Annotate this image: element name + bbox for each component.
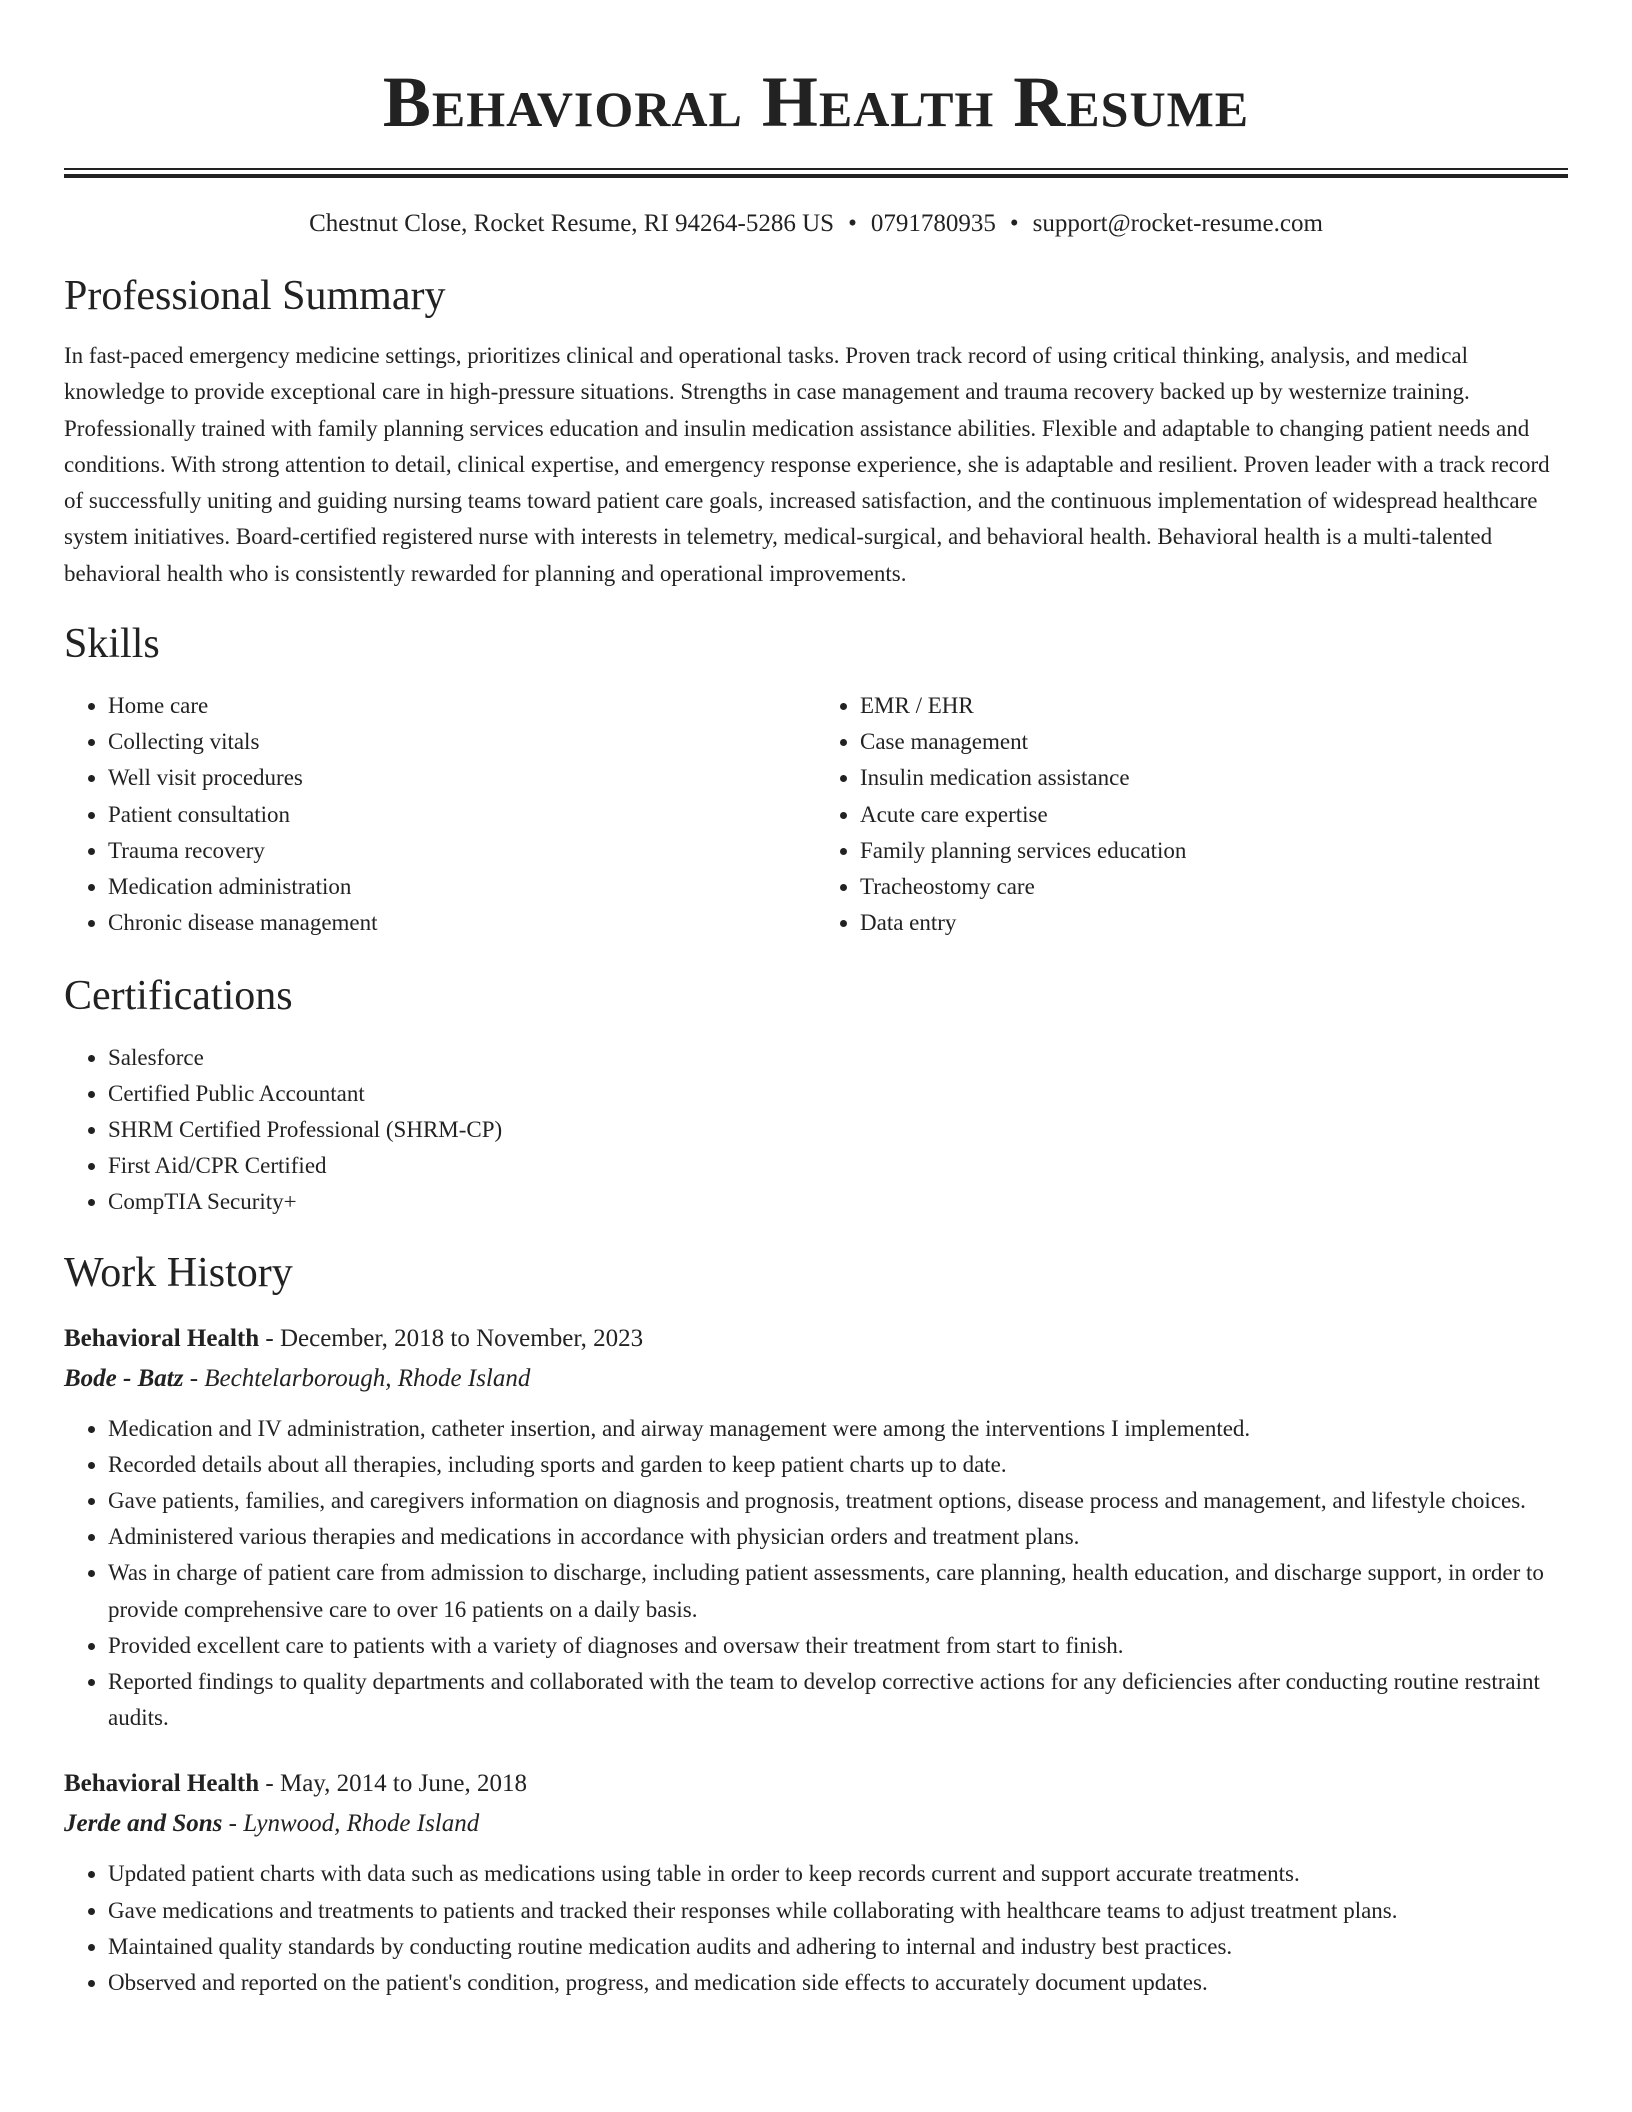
skills-heading: Skills [64,621,160,668]
skill-item: • Medication administration [108,869,816,905]
job-dates: - May, 2014 to June, 2018 [259,1770,527,1798]
skill-item: • Well visit procedures [108,760,816,796]
job-role: Behavioral Health [64,1324,260,1352]
job-duty-item: • Administered various therapies and medications in accordance with physician orders and treatment plans. [108,1519,1568,1555]
skill-item: • Insulin medication assistance [860,760,1568,796]
contact-separator: • [848,210,857,237]
job-duty-item: • Recorded details about all therapies, including sports and garden to keep patient charts up to date. [108,1447,1568,1483]
skills-list-left [64,688,816,941]
job-role: Behavioral Health [64,1770,260,1798]
skill-item: • EMR / EHR [860,688,1568,724]
certifications-list [64,1040,1568,1221]
job-duty-item: • Reported findings to quality departments and collaborated with the team to develop corrective actions for any deficiencies after conducting routine restraint audits. [108,1664,1568,1736]
work-history-heading: Work History [64,1249,293,1296]
contact-address: Chestnut Close, Rocket Resume, RI 94264-5286 US [309,210,835,237]
job-company: Bode - Batz [64,1364,184,1392]
contact-separator: • [1009,210,1019,237]
job-duty-item: • Provided excellent care to patients with a variety of diagnoses and oversaw their treatment from start to finish. [108,1628,1568,1664]
certification-item: • SHRM Certified Professional (SHRM-CP) [108,1112,1568,1148]
job-dates: - December, 2018 to November, 2023 [259,1324,644,1352]
summary-heading: Professional Summary [64,273,446,319]
skills-grid [64,688,1568,941]
job-header [64,1764,1568,1804]
job-duties-list [64,1856,1568,2001]
job-duty-item: • Medication and IV administration, catheter insertion, and airway management were among the interventions I implemented. [108,1411,1568,1447]
resume-title: Behavioral Health Resume [382,62,1250,142]
certification-item: • Certified Public Accountant [108,1076,1568,1112]
certification-item: • First Aid/CPR Certified [108,1148,1568,1184]
job-duty-item: • Maintained quality standards by conducting routine medication audits and adhering to internal and industry best practices. [108,1929,1568,1965]
skill-item: • Data entry [860,905,1568,941]
skill-item: • Trauma recovery [108,833,816,869]
job-duty-item: • Was in charge of patient care from admission to discharge, including patient assessments, care planning, health education, and discharge support, in order to provide comprehensive care to over 16 patients on a daily basis. [108,1555,1568,1627]
job-location: - Bechtelarborough, Rhode Island [183,1364,531,1392]
contact-email[interactable]: support@rocket-resume.com [1032,210,1323,237]
title-divider [64,168,1568,178]
skill-item: • Tracheostomy care [860,869,1568,905]
skills-list-right [816,688,1568,941]
skill-item: • Chronic disease management [108,905,816,941]
skills-column-left [64,688,816,941]
job-duty-item: • Updated patient charts with data such as medications using table in order to keep records current and support accurate treatments. [108,1856,1568,1892]
certification-item: • CompTIA Security+ [108,1184,1568,1220]
skill-item: • Family planning services education [860,833,1568,869]
skill-item: • Acute care expertise [860,797,1568,833]
skill-item: • Patient consultation [108,797,816,833]
contact-line [64,206,1568,242]
skill-item: • Case management [860,724,1568,760]
job-employer-line [64,1359,1568,1399]
job-duty-item: • Gave patients, families, and caregivers information on diagnosis and prognosis, treatment options, disease process and management, and lifestyle choices. [108,1483,1568,1519]
skills-column-right [816,688,1568,941]
job-duty-item: • Gave medications and treatments to patients and tracked their responses while collaborating with healthcare teams to adjust treatment plans. [108,1893,1568,1929]
job-company: Jerde and Sons [64,1810,223,1838]
job-duties-list [64,1411,1568,1737]
job-header [64,1319,1568,1359]
job-duty-item: • Observed and reported on the patient's condition, progress, and medication side effects to accurately document updates. [108,1965,1568,2001]
job-entry [64,1319,1568,1737]
skill-item: • Home care [108,688,816,724]
job-entry [64,1764,1568,2001]
certifications-heading: Certifications [64,972,293,1019]
contact-phone: 0791780935 [870,210,996,237]
job-employer-line [64,1804,1568,1844]
skill-item: • Collecting vitals [108,724,816,760]
summary-text: In fast-paced emergency medicine settings, prioritizes clinical and operational tasks. Proven track record of using critical thinking, analysis, and medical knowledge to provide exceptional care in high-pressure situations. Strengths in case management and trauma recovery backed up by westernize training. Professionally trained with family planning services education and insulin medication assistance abilities. Flexible and adaptable to changing patient needs and conditions. With strong attention to detail, clinical expertise, and emergency response experience, she is adaptable and resilient. Proven leader with a track record of successfully uniting and guiding nursing teams toward patient care goals, increased satisfaction, and the continuous implementation of widespread healthcare system initiatives. Board-certified registered nurse with interests in telemetry, medical-surgical, and behavioral health. Behavioral health is a multi-talented behavioral health who is consistently rewarded for planning and operational improvements. [64,343,1550,586]
job-location: - Lynwood, Rhode Island [222,1810,480,1838]
certification-item: • Salesforce [108,1040,1568,1076]
